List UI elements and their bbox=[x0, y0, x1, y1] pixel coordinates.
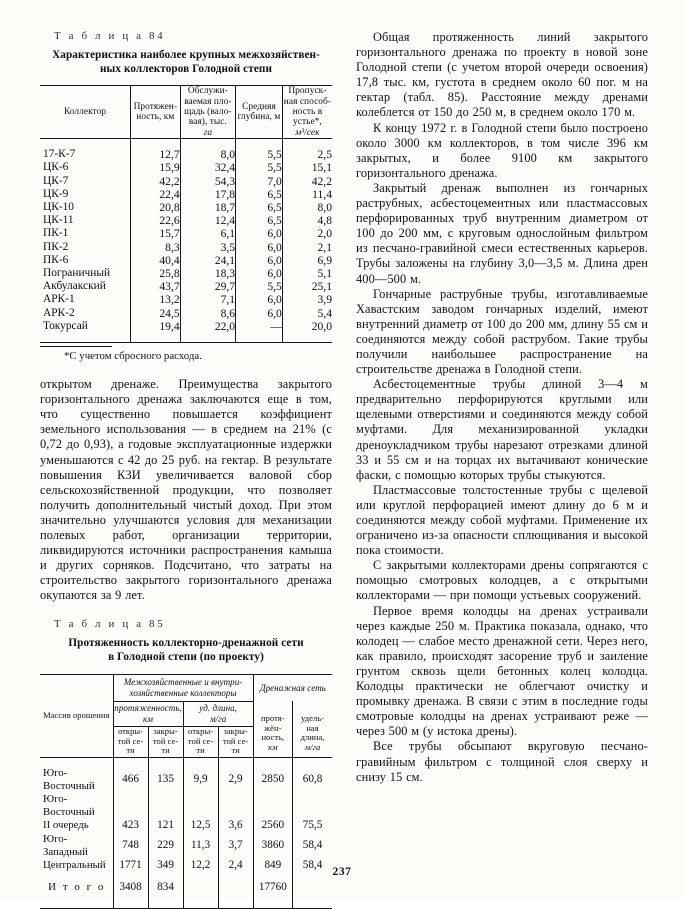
cell-depth: 6,5 bbox=[236, 214, 283, 227]
cell-capacity: 42,2 bbox=[282, 175, 332, 188]
cell-area-name: Центральный bbox=[43, 859, 106, 872]
table-row bbox=[40, 201, 332, 214]
header-open-2-l1: откры- bbox=[188, 726, 214, 737]
cell-length: 13,2 bbox=[131, 293, 181, 306]
cell-collector: ЦК-6 bbox=[43, 161, 69, 174]
table-row-total bbox=[40, 881, 332, 894]
header-length-l2: ность, км bbox=[136, 112, 175, 123]
cell-total-closed-unit bbox=[218, 881, 253, 894]
header-capacity-l1: Пропуск- bbox=[288, 86, 327, 97]
header-closed-1-l2: той се- bbox=[152, 735, 179, 746]
cell-length: 24,5 bbox=[131, 307, 181, 320]
table-row bbox=[40, 161, 332, 174]
cell-capacity: 5,1 bbox=[282, 267, 332, 280]
cell-area-name-line2: II очередь bbox=[43, 819, 89, 832]
cell-capacity: 25,1 bbox=[282, 280, 332, 293]
cell-length: 15,9 bbox=[131, 161, 181, 174]
cell-total-open-unit bbox=[183, 881, 218, 894]
header-drain-unitlength bbox=[293, 701, 332, 757]
cell-length: 22,6 bbox=[131, 214, 181, 227]
header-capacity-l4: устье*, bbox=[293, 117, 322, 128]
right-column bbox=[356, 30, 648, 835]
table-84-title-line2: ных коллекторов Голодной степи bbox=[100, 62, 272, 75]
header-drain-length-l4: км bbox=[268, 742, 278, 753]
cell-collector: ПК-1 bbox=[43, 227, 69, 240]
cell-collector: ЦК-11 bbox=[43, 214, 74, 227]
table-row bbox=[40, 214, 332, 227]
right-paragraph-3: Закрытый дренаж выполнен из гончарных раструбных, асбестоцементных или пластмассовых перфорированных труб внутренним диаметром от 100 до 200 мм, с круговым однослойным фильтром из песчано-гравийной смеси естественных карьеров. Трубы заложены на глубину 3,0—3,5 м. Длина дрен 400—500 м. bbox=[356, 180, 648, 286]
table-row-name-cont bbox=[40, 793, 332, 819]
cell-area: 17,8 bbox=[180, 188, 235, 201]
table-row bbox=[40, 819, 332, 832]
cell-depth: 6,0 bbox=[236, 307, 283, 320]
header-capacity-l5: м³/сек bbox=[295, 127, 320, 138]
cell-collector: ЦК-10 bbox=[43, 201, 75, 214]
cell-total-drain-length: 17760 bbox=[253, 881, 292, 894]
header-irrigation-area bbox=[40, 674, 113, 757]
header-closed-2-l3: ти bbox=[231, 745, 240, 756]
header-closed-network-2 bbox=[218, 726, 253, 757]
cell-length: 15,7 bbox=[131, 227, 181, 240]
header-sub-length bbox=[113, 701, 183, 726]
cell-area: 12,4 bbox=[180, 214, 235, 227]
header-capacity-l2: ная способ- bbox=[283, 96, 332, 107]
cell-area: 6,1 bbox=[180, 227, 235, 240]
cell-length: 19,4 bbox=[131, 320, 181, 333]
header-capacity bbox=[282, 86, 332, 139]
cell-area: 3,5 bbox=[180, 241, 235, 254]
right-paragraph-6: Пластмассовые толстостенные трубы с щелевой или круглой перфорацией имеют длину до 6 м и соединяются между собой муфтами. Применение их ограничено из-за опасности сплющивания и высокой пока стоимости. bbox=[356, 482, 648, 558]
header-closed-network-1 bbox=[148, 726, 183, 757]
table-84 bbox=[40, 85, 332, 343]
left-column bbox=[40, 30, 332, 894]
header-group-collectors-l1: Межхозяйственные и внутри- bbox=[123, 677, 243, 688]
header-open-2-l3: ти bbox=[196, 745, 205, 756]
cell-area-name-line1: Юго-Восточный bbox=[43, 793, 95, 819]
cell-collector: АРК-2 bbox=[43, 306, 75, 319]
header-open-2-l2: той се- bbox=[187, 735, 214, 746]
table-row bbox=[40, 293, 332, 306]
page-number: 237 bbox=[332, 866, 352, 878]
cell-total-drain-unit bbox=[293, 881, 332, 894]
table-row bbox=[40, 280, 332, 293]
header-capacity-l3: ность в bbox=[292, 107, 323, 117]
cell-open-unit: 12,5 bbox=[183, 819, 218, 832]
cell-depth: 6,0 bbox=[236, 254, 283, 267]
cell-length: 43,7 bbox=[131, 280, 181, 293]
cell-open-length: 423 bbox=[113, 819, 148, 832]
table-84-title-line1: Характеристика наиболее крупных межхозяйствен- bbox=[52, 49, 320, 61]
header-sub-unitlength bbox=[183, 701, 253, 726]
cell-length: 22,4 bbox=[131, 188, 181, 201]
table-row bbox=[40, 227, 332, 240]
header-drain-length-l3: ность, bbox=[261, 732, 285, 743]
cell-open-length: 1771 bbox=[113, 859, 148, 872]
cell-closed-length: 121 bbox=[148, 819, 183, 832]
cell-depth: 7,0 bbox=[236, 175, 283, 188]
header-open-network-1 bbox=[113, 726, 148, 757]
right-paragraph-5: Асбестоцементные трубы длиной 3—4 м предварительно перфорируются круглыми или щелевыми отверстиями и соединяются между собой муфтами. Для механизированной укладки дреноукладчиком трубы нарезают отрезками длиной 33 и 55 см и на торцах их вытачивают конические фаски, с помощью которых трубы стыкуются. bbox=[356, 377, 648, 482]
cell-depth: 6,5 bbox=[236, 188, 283, 201]
cell-area: 22,0 bbox=[180, 320, 235, 333]
cell-area-name: Юго-Западный bbox=[43, 832, 88, 858]
table-85-head-rule bbox=[40, 757, 332, 767]
table-84-footnote: *С учетом сбросного расхода. bbox=[64, 350, 202, 363]
cell-length: 12,7 bbox=[131, 148, 181, 161]
cell-capacity: 6,9 bbox=[282, 254, 332, 267]
header-sub-unitlength-l2: м/га bbox=[209, 713, 227, 724]
table-row bbox=[40, 254, 332, 267]
header-drain-length-l1: протя- bbox=[261, 713, 285, 724]
table-84-head-rule bbox=[40, 139, 332, 149]
header-open-network-2 bbox=[183, 726, 218, 757]
cell-total-label: И т о г о bbox=[48, 881, 106, 894]
cell-total-closed: 834 bbox=[148, 881, 183, 894]
cell-area: 7,1 bbox=[180, 293, 235, 306]
right-paragraph-1: Общая протяженность линий закрытого горизонтального дренажа по проекту в новой зоне Голодной степи (с учетом второй очереди освоения) 17,8 тыс. км, густота в среднем около 60 пог. м на гектар (табл. 85). Расстояние между дренами колеблется от 150 до 250 м, в среднем около 170 м. bbox=[356, 30, 648, 120]
header-drain-length-l2: жён- bbox=[264, 722, 282, 733]
cell-open-unit: 9,9 bbox=[183, 767, 218, 793]
header-closed-2-l1: закры- bbox=[223, 726, 248, 737]
cell-drain-unit: 58,4 bbox=[293, 833, 332, 859]
cell-capacity: 2,5 bbox=[282, 148, 332, 161]
cell-capacity: 20,0 bbox=[282, 320, 332, 333]
cell-area: 8,0 bbox=[180, 148, 235, 161]
table-85-title bbox=[40, 637, 332, 664]
cell-drain-unit: 75,5 bbox=[293, 819, 332, 832]
table-row bbox=[40, 148, 332, 161]
cell-total-open: 3408 bbox=[113, 881, 148, 894]
header-drain-unitlength-l3: длина, bbox=[300, 732, 325, 743]
header-area-l4: вая), тыс. bbox=[188, 117, 227, 128]
cell-depth: 5,5 bbox=[236, 280, 283, 293]
cell-area-name: Юго-Восточный bbox=[43, 766, 95, 792]
cell-length: 20,8 bbox=[131, 201, 181, 214]
table-84-header bbox=[40, 86, 332, 139]
cell-drain-length: 2560 bbox=[253, 819, 292, 832]
header-area-l1: Обслужи- bbox=[187, 86, 228, 97]
table-85-header bbox=[40, 674, 332, 757]
table-row bbox=[40, 833, 332, 859]
header-collector bbox=[40, 86, 131, 139]
cell-depth: 5,5 bbox=[236, 161, 283, 174]
header-average-depth bbox=[236, 86, 283, 139]
table-84-title bbox=[40, 49, 332, 76]
cell-collector: ЦК-7 bbox=[43, 174, 69, 187]
cell-area: 8,6 bbox=[180, 307, 235, 320]
table-row bbox=[40, 320, 332, 333]
header-closed-1-l1: закры- bbox=[153, 726, 178, 737]
cell-open-unit: 12,2 bbox=[183, 859, 218, 872]
cell-length: 8,3 bbox=[131, 241, 181, 254]
footnote-rule bbox=[40, 346, 112, 347]
cell-collector: Токурсай bbox=[43, 319, 88, 332]
header-area-l5: га bbox=[203, 127, 213, 138]
table-85-title-line1: Протяженность коллекторно-дренажной сети bbox=[68, 637, 304, 650]
header-drain-length bbox=[253, 701, 292, 757]
cell-area: 18,3 bbox=[180, 267, 235, 280]
header-closed-1-l3: ти bbox=[161, 745, 170, 756]
cell-area: 29,7 bbox=[180, 280, 235, 293]
cell-drain-length: 849 bbox=[253, 859, 292, 872]
header-sub-unitlength-l1: уд. длина, bbox=[199, 703, 237, 714]
header-drain-unitlength-l1: удель- bbox=[300, 713, 325, 724]
table-85-bottom-rule bbox=[40, 894, 332, 909]
cell-length: 40,4 bbox=[131, 254, 181, 267]
header-closed-2-l2: той се- bbox=[222, 735, 249, 746]
table-84-body bbox=[40, 139, 332, 343]
cell-closed-length: 229 bbox=[148, 833, 183, 859]
cell-capacity: 2,0 bbox=[282, 227, 332, 240]
cell-drain-unit: 60,8 bbox=[293, 767, 332, 793]
right-paragraph-8: Первое время колодцы на дренах устраивали через каждые 250 м. Практика показала, однако, что колодец — слабое место дренажной сети. Через него, как правило, происходят засорение труб и заиление грунтом сквозь щели бетонных колец колодца. Колодцы практически не облегчают очистку и промывку дренажа. В связи с этим в последние годы смотровые колодцы на дренах устраивают реже — через 500 м (у истока дрены). bbox=[356, 603, 648, 739]
cell-drain-length: 3860 bbox=[253, 833, 292, 859]
cell-collector: Пограничный bbox=[43, 267, 111, 280]
cell-closed-length: 135 bbox=[148, 767, 183, 793]
cell-collector: ПК-6 bbox=[43, 253, 69, 266]
cell-depth: 6,0 bbox=[236, 293, 283, 306]
cell-depth: 6,0 bbox=[236, 227, 283, 240]
header-irrigation-area-label: Массив орошения bbox=[43, 709, 110, 720]
right-paragraph-2: К концу 1972 г. в Голодной степи было построено около 3000 км коллекторов, в том числе 396 км закрытых, и более 9100 км закрытого горизонтального дренажа. bbox=[356, 120, 648, 180]
cell-open-unit: 11,3 bbox=[183, 833, 218, 859]
table-row bbox=[40, 267, 332, 280]
cell-area: 54,3 bbox=[180, 175, 235, 188]
cell-depth: 6,0 bbox=[236, 241, 283, 254]
cell-depth: 6,5 bbox=[236, 201, 283, 214]
cell-capacity: 2,1 bbox=[282, 241, 332, 254]
header-drain-unitlength-l4: м/га bbox=[304, 742, 321, 753]
header-open-1-l2: той се- bbox=[117, 735, 144, 746]
cell-collector: 17-К-7 bbox=[43, 148, 76, 161]
header-open-1-l3: ти bbox=[126, 745, 135, 756]
right-paragraph-7: С закрытыми коллекторами дрены сопрягаются с помощью смотровых колодцев, а с открытыми коллекторами — при помощи устьевых сооружений. bbox=[356, 558, 648, 603]
cell-area: 32,4 bbox=[180, 161, 235, 174]
cell-open-length: 466 bbox=[113, 767, 148, 793]
cell-capacity: 8,0 bbox=[282, 201, 332, 214]
cell-capacity: 11,4 bbox=[282, 188, 332, 201]
table-row bbox=[40, 175, 332, 188]
header-served-area bbox=[180, 86, 235, 139]
cell-depth: 6,0 bbox=[236, 267, 283, 280]
cell-capacity: 4,8 bbox=[282, 214, 332, 227]
header-drain-unitlength-l2: ная bbox=[306, 722, 319, 733]
header-depth-l1: Средняя bbox=[242, 101, 276, 112]
table-row bbox=[40, 188, 332, 201]
header-group-collectors-l2: хозяйственные коллекторы bbox=[129, 687, 237, 698]
cell-closed-unit: 3,7 bbox=[218, 833, 253, 859]
cell-open-length: 748 bbox=[113, 833, 148, 859]
table-85-body bbox=[40, 757, 332, 909]
cell-depth: 5,5 bbox=[236, 148, 283, 161]
cell-collector: ПК-2 bbox=[43, 240, 69, 253]
left-paragraph-1: открытом дренаже. Преимущества закрытого горизонтального дренажа заключаются еще в том, что существенно повышается коэффициент земельного использования — в среднем на 21% (с 0,72 до 0,93), а годовые эксплуатационные издержки уменьшаются с 42 до 25 руб. на гектар. В результате повышения КЗИ увеличивается валовой сбор сельскохозяйственной продукции, что позволяет получить дополнительный чистый доход. При этом значительно улучшаются условия для механизации полевых работ, организации территории, ликвидируются источники распространения камыша и других сорняков. Подсчитано, что затраты на строительство закрытого горизонтального дренажа окупаются за 9 лет. bbox=[40, 377, 332, 603]
cell-area: 18,7 bbox=[180, 201, 235, 214]
header-group-collectors bbox=[113, 674, 253, 701]
cell-closed-unit: 2,9 bbox=[218, 767, 253, 793]
right-paragraph-4: Гончарные раструбные трубы, изготавливаемые Хавастским заводом гончарных изделий, имеют внутренний диаметр от 100 до 200 мм, длину 55 см и соединяются между собой раструбом. Такие трубы получили наибольшее распространение на строительстве дренажа в Голодной степи. bbox=[356, 286, 648, 377]
table-row bbox=[40, 767, 332, 793]
cell-area: 24,1 bbox=[180, 254, 235, 267]
table-84-bottom-rule bbox=[40, 333, 332, 343]
cell-collector: ЦК-9 bbox=[43, 187, 69, 200]
header-area-l2: ваемая пло- bbox=[184, 96, 232, 107]
header-area-l3: щадь (вало- bbox=[184, 107, 232, 117]
table-85-caption-number: Т а б л и ц а 85 bbox=[54, 618, 166, 631]
cell-capacity: 3,9 bbox=[282, 293, 332, 306]
cell-length: 42,2 bbox=[131, 175, 181, 188]
header-group-drainage bbox=[253, 674, 332, 701]
table-row bbox=[40, 307, 332, 320]
cell-length: 25,8 bbox=[131, 267, 181, 280]
table-84-caption-number: Т а б л и ц а 84 bbox=[54, 30, 166, 42]
cell-collector: Акбулакский bbox=[43, 280, 106, 293]
cell-depth: — bbox=[236, 320, 283, 333]
cell-collector: АРК-1 bbox=[43, 293, 75, 306]
table-85-title-line2: в Голодной степи (по проекту) bbox=[108, 651, 264, 664]
header-open-1-l1: откры- bbox=[117, 726, 144, 737]
header-collector-label: Коллектор bbox=[63, 107, 107, 117]
header-sub-length-l2: км bbox=[143, 713, 154, 724]
header-length bbox=[131, 86, 181, 139]
cell-drain-unit: 58,4 bbox=[293, 859, 332, 872]
right-paragraph-9: Все трубы обсыпают вкруговую песчано-гравийным фильтром с толщиной слоя сверху и снизу 15 см. bbox=[356, 739, 648, 784]
header-length-l1: Протяжен- bbox=[133, 101, 178, 112]
cell-drain-length: 2850 bbox=[253, 767, 292, 793]
cell-capacity: 5,4 bbox=[282, 307, 332, 320]
cell-capacity: 15,1 bbox=[282, 161, 332, 174]
header-depth-l2: глубина, м bbox=[237, 112, 281, 123]
cell-closed-length: 349 bbox=[148, 859, 183, 872]
header-sub-length-l1: протяженность, bbox=[114, 703, 182, 714]
cell-closed-unit: 3,6 bbox=[218, 819, 253, 832]
table-row bbox=[40, 241, 332, 254]
header-group-drainage-label: Дренажная сеть bbox=[259, 682, 326, 693]
cell-closed-unit: 2,4 bbox=[218, 859, 253, 872]
